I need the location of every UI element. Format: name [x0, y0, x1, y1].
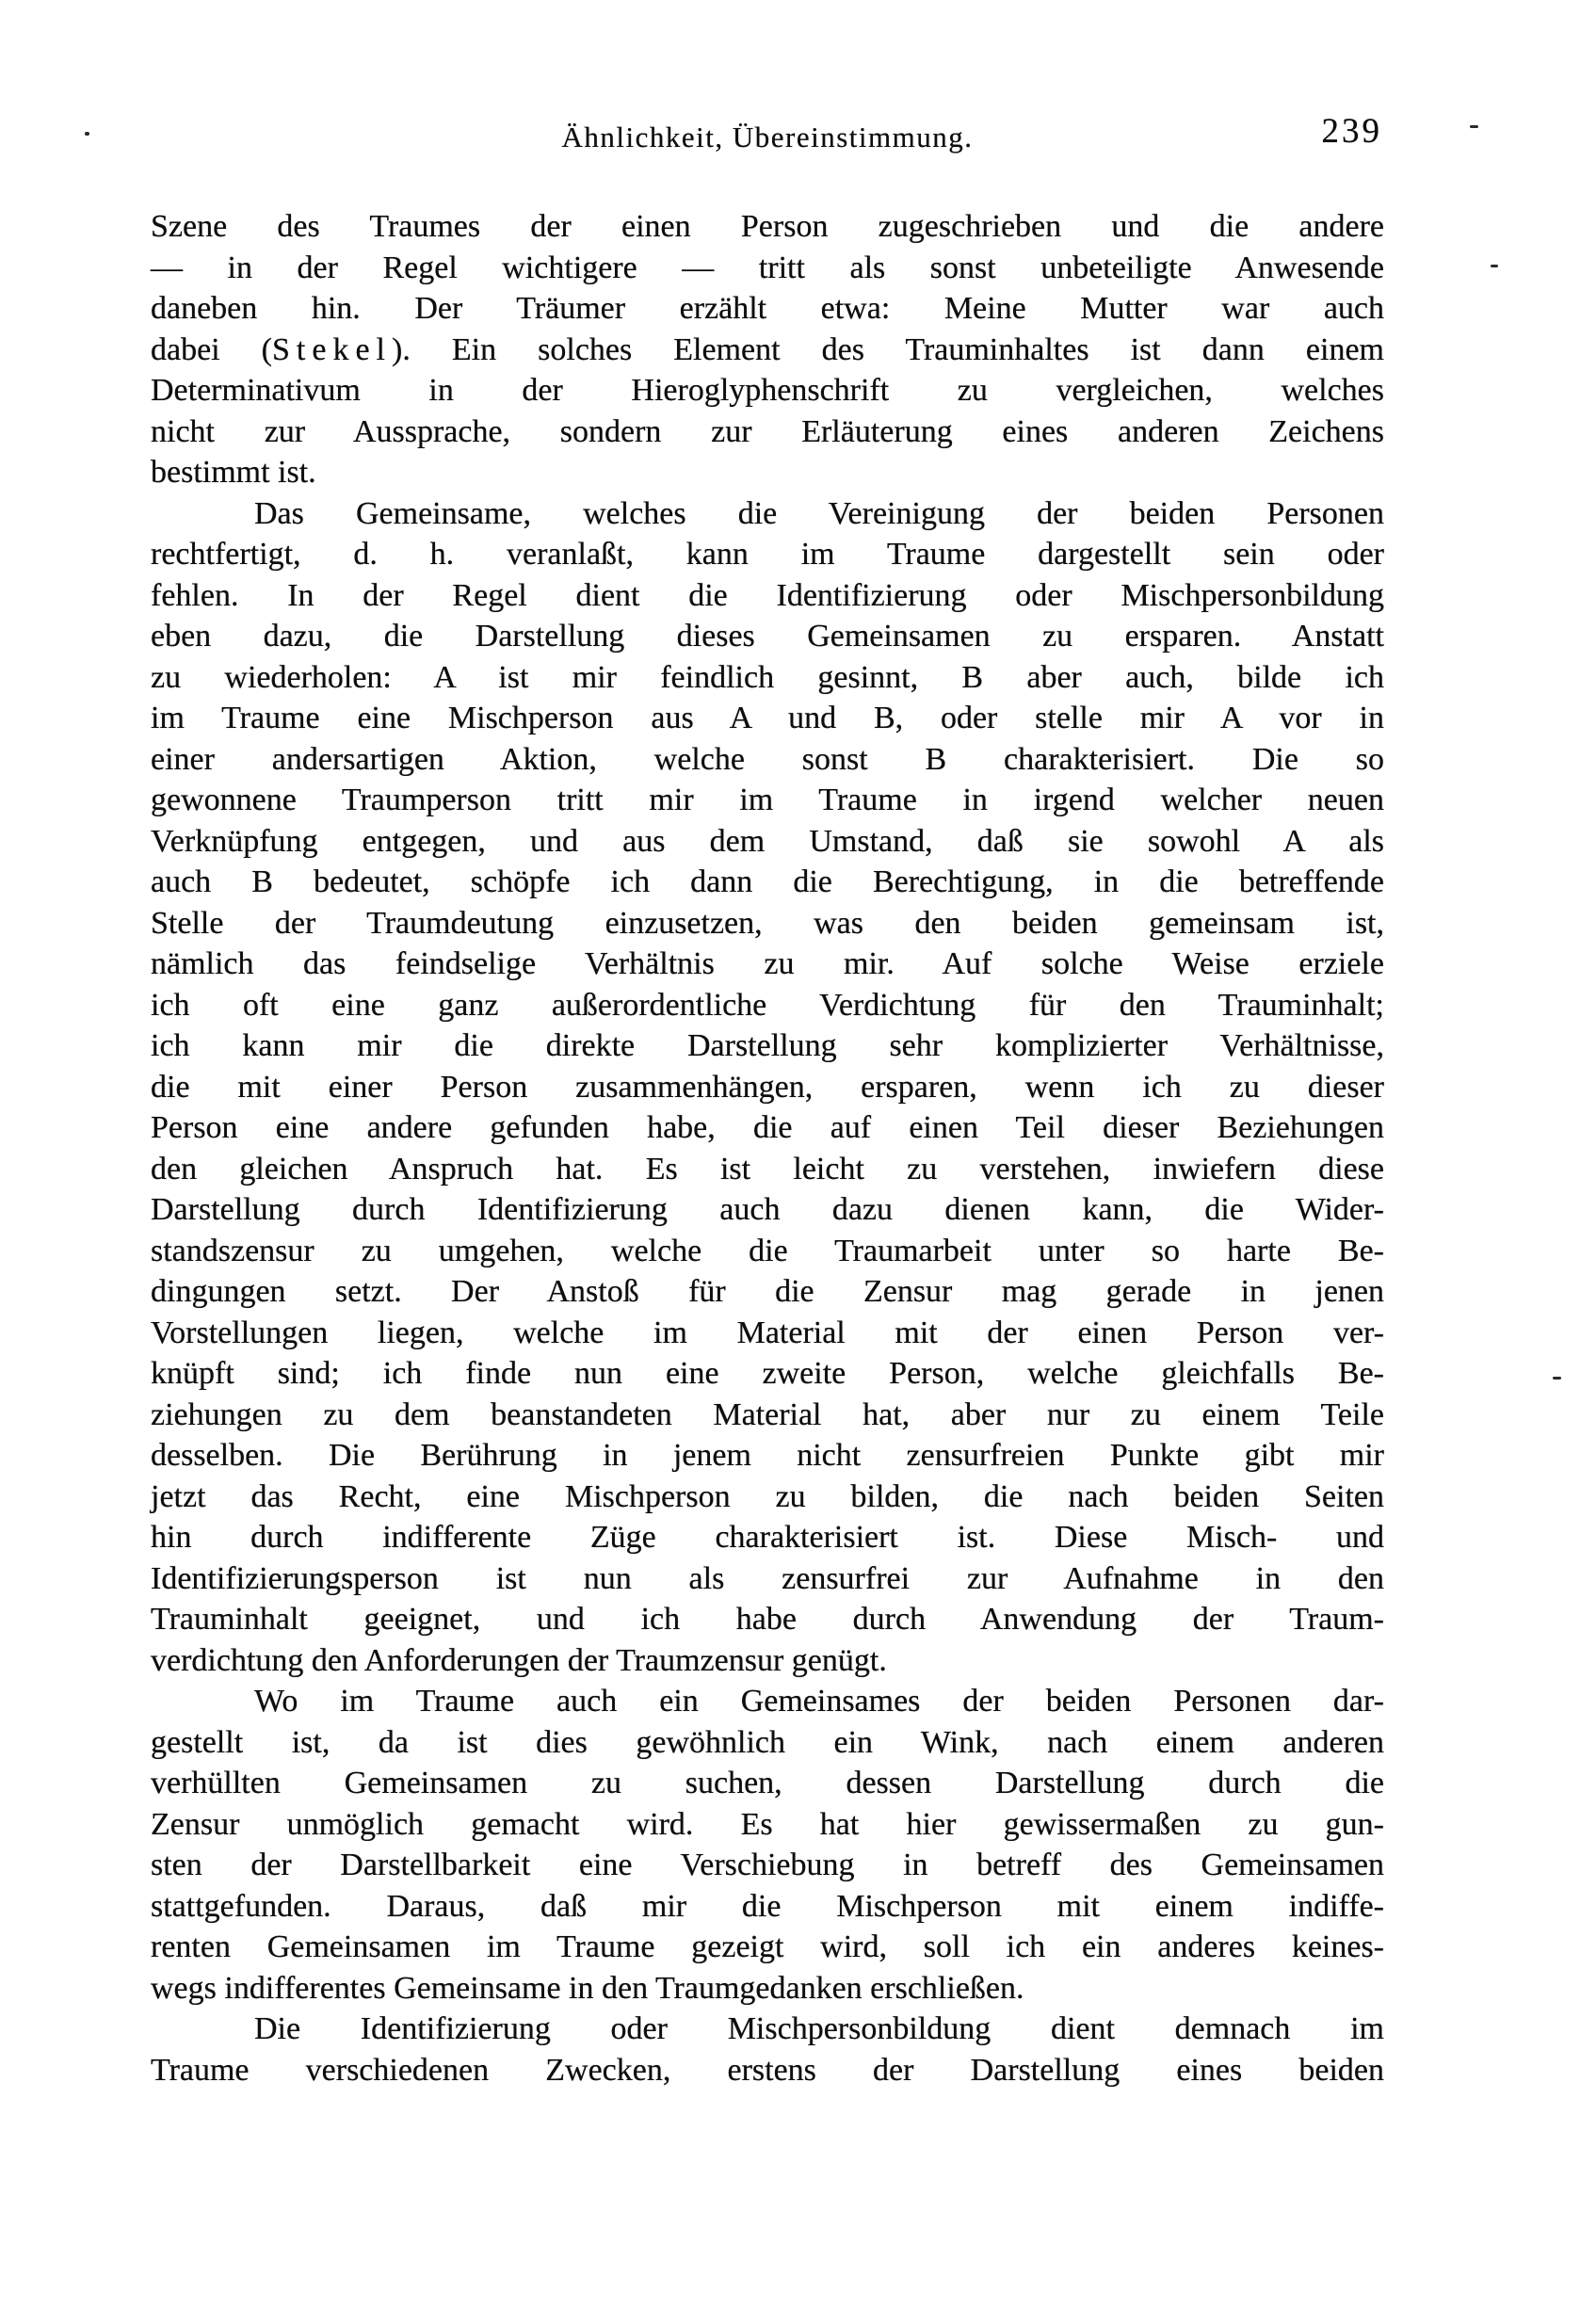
- text-line: Stelle der Traumdeutung einzusetzen, was den beiden gemeinsam ist,: [151, 905, 1384, 941]
- scan-speck: [1470, 125, 1478, 128]
- scan-speck: [1553, 1377, 1561, 1380]
- text-line: — in der Regel wichtigere — tritt als sonst unbeteiligte Anwesende: [151, 250, 1384, 285]
- text-line: ziehungen zu dem beanstandeten Material hat, aber nur zu einem Teile: [151, 1396, 1384, 1432]
- text-line: bestimmt ist.: [151, 455, 316, 490]
- text-line: ich kann mir die direkte Darstellung sehr komplizierter Verhältnisse,: [151, 1028, 1384, 1063]
- paragraph: [151, 493, 1384, 1682]
- paragraph: [151, 2009, 1384, 2090]
- text-line: Die Identifizierung oder Mischpersonbildung dient demnach im: [254, 2011, 1384, 2046]
- text-line: Zensur unmöglich gemacht wird. Es hat hier gewissermaßen zu gun-: [151, 1806, 1384, 1842]
- paragraph: [151, 206, 1384, 493]
- text-line: im Traume eine Mischperson aus A und B, oder stelle mir A vor in: [151, 701, 1384, 735]
- text-line: rechtfertigt, d. h. veranlaßt, kann im Traume dargestellt sein oder: [151, 537, 1384, 572]
- text-line: nicht zur Aussprache, sondern zur Erläuterung eines anderen Zeichens: [151, 413, 1384, 449]
- text-line: Das Gemeinsame, welches die Vereinigung der beiden Personen: [254, 495, 1384, 531]
- text-line: verdichtung den Anforderungen der Traumzensur genügt.: [151, 1642, 887, 1678]
- text-line: eben dazu, die Darstellung dieses Gemeinsamen zu ersparen. Anstatt: [151, 619, 1384, 654]
- text-line: fehlen. In der Regel dient die Identifizierung oder Mischpersonbildung: [151, 577, 1384, 613]
- text-line: einer andersartigen Aktion, welche sonst B charakterisiert. Die so: [151, 741, 1384, 777]
- text-line: Person eine andere gefunden habe, die auf einen Teil dieser Beziehungen: [151, 1110, 1384, 1145]
- text-line: gewonnene Traumperson tritt mir im Traume in irgend welcher neuen: [151, 783, 1384, 817]
- text-line: verhüllten Gemeinsamen zu suchen, dessen Darstellung durch die: [151, 1766, 1384, 1800]
- text-line: wegs indifferentes Gemeinsame in den Traumgedanken erschließen.: [151, 1970, 1024, 2006]
- text-line: knüpft sind; ich finde nun eine zweite Person, welche gleichfalls Be-: [151, 1356, 1384, 1391]
- running-title: Ähnlichkeit, Übereinstimmung.: [561, 121, 974, 153]
- text-line: sten der Darstellbarkeit eine Verschiebung in betreff des Gemeinsamen: [151, 1848, 1384, 1882]
- page-header: [151, 112, 1384, 160]
- paragraph: [151, 1681, 1384, 2009]
- text-line: den gleichen Anspruch hat. Es ist leicht zu verstehen, inwiefern diese: [151, 1151, 1384, 1186]
- text-line: gestellt ist, da ist dies gewöhnlich ein Wink, nach einem anderen: [151, 1724, 1384, 1760]
- text-line: nämlich das feindselige Verhältnis zu mir. Auf solche Weise erziele: [151, 946, 1384, 981]
- text-line: dingungen setzt. Der Anstoß für die Zensur mag gerade in jenen: [151, 1274, 1384, 1309]
- page-number: 239: [1321, 112, 1382, 151]
- text-line: Verknüpfung entgegen, und aus dem Umstand, daß sie sowohl A als: [151, 823, 1384, 859]
- text-line: ich oft eine ganz außerordentliche Verdichtung für den Trauminhalt;: [151, 987, 1384, 1023]
- text-line: Wo im Traume auch ein Gemeinsames der beiden Personen dar-: [254, 1684, 1384, 1719]
- letterspaced-emphasis: Stekel: [272, 331, 392, 367]
- text-line: daneben hin. Der Träumer erzählt etwa: Meine Mutter war auch: [151, 291, 1384, 326]
- text-line: standszensur zu umgehen, welche die Traumarbeit unter so harte Be-: [151, 1233, 1384, 1268]
- text-line: auch B bedeutet, schöpfe ich dann die Berechtigung, in die betreffende: [151, 864, 1384, 899]
- text-line: stattgefunden. Daraus, daß mir die Mischperson mit einem indiffe-: [151, 1888, 1384, 1924]
- text-line: renten Gemeinsamen im Traume gezeigt wird, soll ich ein anderes keines-: [151, 1929, 1384, 1964]
- text-line: Identifizierungsperson ist nun als zensurfrei zur Aufnahme in den: [151, 1560, 1384, 1596]
- text-line: hin durch indifferente Züge charakterisiert ist. Diese Misch- und: [151, 1520, 1384, 1555]
- text-line: Trauminhalt geeignet, und ich habe durch Anwendung der Traum-: [151, 1602, 1384, 1637]
- text-line: dabei (Stekel). Ein solches Element des Trauminhaltes ist dann einem: [151, 331, 1385, 367]
- text-line: Vorstellungen liegen, welche im Material mit der einen Person ver-: [151, 1315, 1384, 1350]
- text-line: Determinativum in der Hieroglyphenschrift zu vergleichen, welches: [151, 373, 1384, 408]
- text-line: jetzt das Recht, eine Mischperson zu bilden, die nach beiden Seiten: [151, 1478, 1384, 1514]
- scan-speck: [85, 132, 89, 136]
- text-line: Traume verschiedenen Zwecken, erstens der Darstellung eines beiden: [151, 2052, 1384, 2088]
- text-line: Szene des Traumes der einen Person zugeschrieben und die andere: [151, 209, 1384, 244]
- text-line: desselben. Die Berührung in jenem nicht zensurfreien Punkte gibt mir: [151, 1438, 1384, 1473]
- text-line: Darstellung durch Identifizierung auch dazu dienen kann, die Wider-: [151, 1192, 1384, 1227]
- text-line: zu wiederholen: A ist mir feindlich gesinnt, B aber auch, bilde ich: [151, 659, 1384, 695]
- scan-speck: [1491, 265, 1498, 267]
- page-body: [151, 206, 1384, 2090]
- text-line: die mit einer Person zusammenhängen, ersparen, wenn ich zu dieser: [151, 1069, 1384, 1105]
